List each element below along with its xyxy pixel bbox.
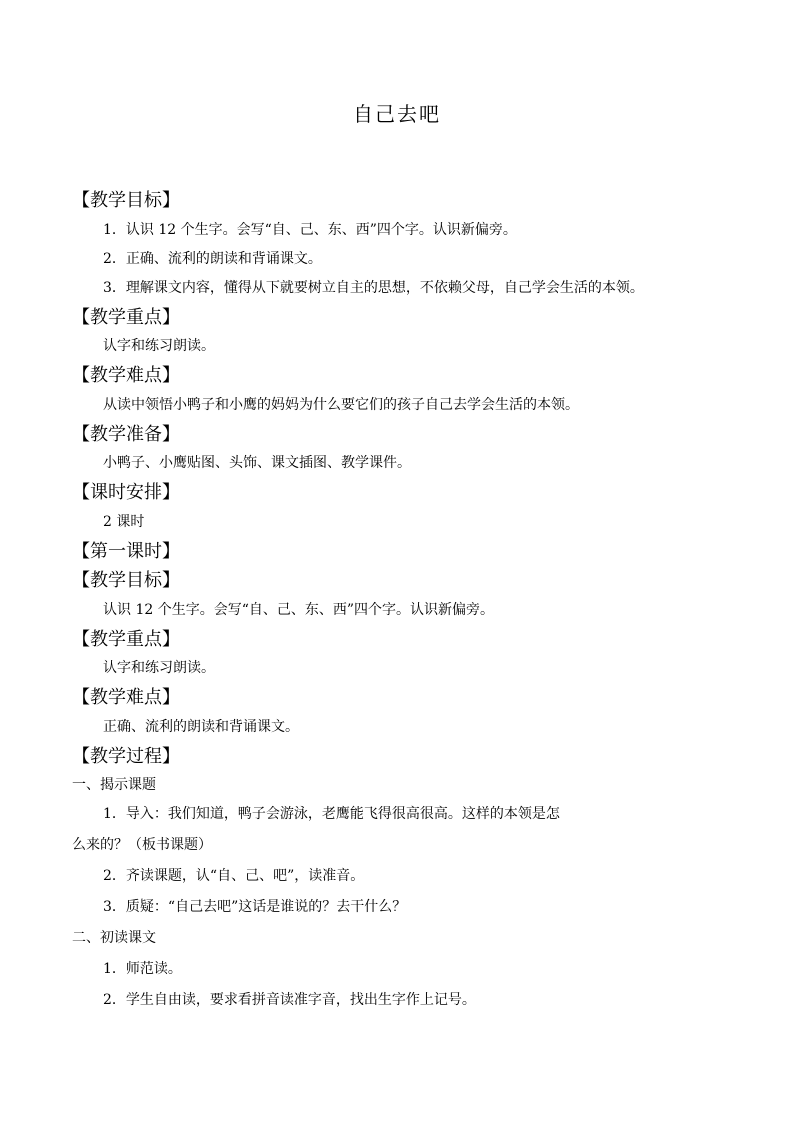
- section-heading: 【教学重点】: [72, 306, 180, 328]
- body-line: 2 课时: [103, 513, 145, 530]
- body-line: 从读中领悟小鸭子和小鹰的妈妈为什么要它们的孩子自己去学会生活的本领。: [103, 396, 579, 413]
- body-line: 3．理解课文内容，懂得从下就要树立自主的思想，不依赖父母，自己学会生活的本领。: [103, 279, 644, 296]
- body-line: 正确、流利的朗读和背诵课文。: [103, 718, 299, 735]
- body-line: 1．师范读。: [103, 961, 182, 977]
- subsection-title: 一、揭示课题: [72, 777, 156, 793]
- subsection-title: 二、初读课文: [72, 930, 156, 946]
- body-line: 1．导入：我们知道，鸭子会游泳，老鹰能飞得很高很高。这样的本领是怎: [103, 806, 560, 822]
- section-heading: 【教学重点】: [72, 628, 180, 650]
- section-heading: 【第一课时】: [72, 540, 180, 562]
- body-line: 2．正确、流利的朗读和背诵课文。: [103, 250, 322, 267]
- body-line: 1．认识 12 个生字。会写“自、己、东、西”四个字。认识新偏旁。: [103, 221, 517, 238]
- body-line: 3．质疑：“自己去吧”这话是谁说的？去干什么？: [103, 899, 407, 915]
- section-heading: 【教学过程】: [72, 745, 180, 767]
- section-heading: 【教学目标】: [72, 190, 180, 211]
- body-line: 认字和练习朗读。: [103, 338, 215, 354]
- section-heading: 【课时安排】: [72, 482, 180, 503]
- body-line: 认识 12 个生字。会写“自、己、东、西”四个字。认识新偏旁。: [103, 601, 495, 618]
- document-title: 自己去吧: [353, 102, 441, 126]
- section-heading: 【教学难点】: [72, 365, 180, 386]
- document-body: [72, 186, 734, 1017]
- body-line: 认字和练习朗读。: [103, 660, 215, 676]
- body-line: 小鸭子、小鹰贴图、头饰、课文插图、教学课件。: [103, 455, 411, 471]
- section-heading: 【教学目标】: [72, 570, 180, 591]
- body-line: 2．齐读课题，认“自、己、吧”，读准音。: [103, 868, 365, 884]
- body-line-continuation: 么来的？（板书课题）: [72, 837, 212, 853]
- body-line: 2．学生自由读，要求看拼音读准字音，找出生字作上记号。: [103, 992, 476, 1008]
- section-heading: 【教学难点】: [72, 687, 180, 708]
- section-heading: 【教学准备】: [72, 423, 180, 445]
